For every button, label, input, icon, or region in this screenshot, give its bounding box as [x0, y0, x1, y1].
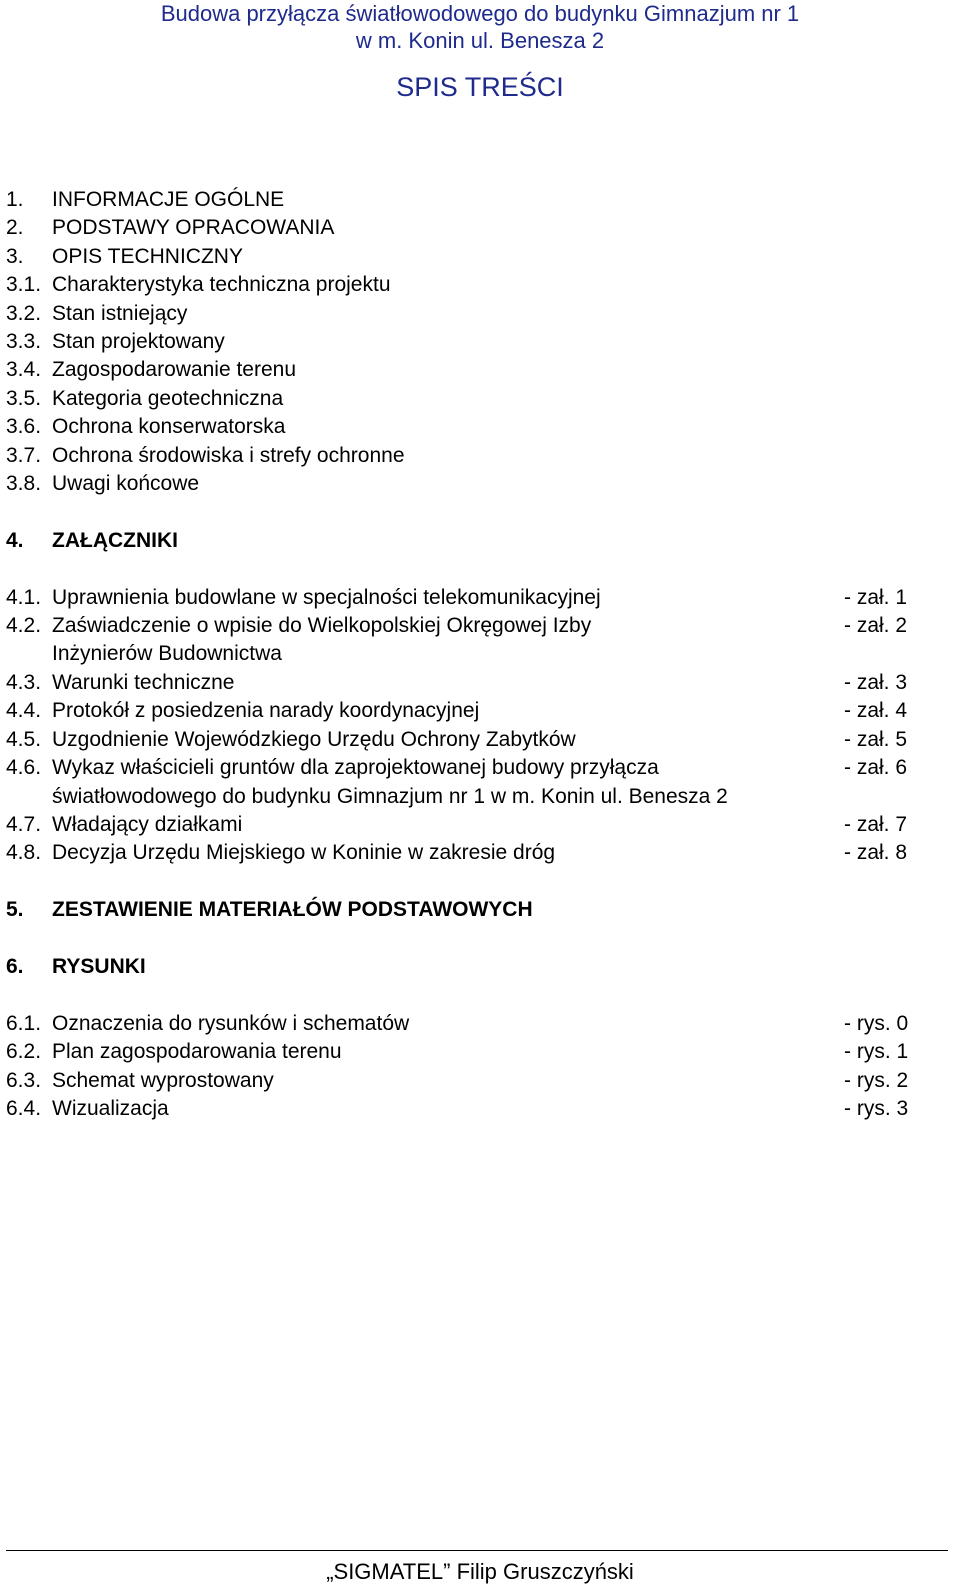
toc-number: 3.3. [6, 330, 42, 354]
toc-text: Uwagi końcowe [52, 472, 200, 496]
page-title: SPIS TREŚCI [396, 72, 564, 102]
toc-section-6 [6, 953, 956, 981]
toc-text: Protokół z posiedzenia narady koordynacyjnej [52, 699, 480, 723]
toc-text-line-1: Zaświadczenie o wpisie do Wielkopolskiej Okręgowej Izby [52, 614, 592, 638]
toc-number: 6.1. [6, 1011, 42, 1035]
toc-text: INFORMACJE OGÓLNE [52, 188, 285, 211]
toc-item-4-1 [6, 584, 956, 612]
table-of-contents [6, 186, 956, 1123]
toc-section-5 [6, 896, 956, 924]
toc-reference: - rys. 0 [844, 1011, 909, 1035]
toc-number: 4. [6, 528, 24, 552]
toc-text: Uzgodnienie Wojewódzkiego Urzędu Ochrony Zabytków [52, 727, 576, 751]
toc-item-6-4 [6, 1095, 956, 1123]
toc-text: Schemat wyprostowany [52, 1068, 274, 1092]
toc-item-3-2 [6, 300, 956, 328]
toc-item-3-1 [6, 271, 956, 299]
toc-item-2 [6, 214, 956, 242]
toc-text: Zagospodarowanie terenu [52, 358, 297, 382]
toc-text: Władający działkami [52, 812, 243, 836]
toc-reference: - rys. 2 [844, 1068, 909, 1092]
toc-reference: - zał. 3 [844, 670, 908, 694]
toc-item-3-3 [6, 328, 956, 356]
toc-text-line-2: światłowodowego do budynku Gimnazjum nr 1 w m. Konin ul. Benesza 2 [52, 784, 728, 808]
toc-number: 4.8. [6, 841, 42, 865]
toc-text: Warunki techniczne [52, 670, 235, 694]
toc-number: 2. [6, 216, 24, 240]
toc-number: 3.2. [6, 301, 42, 325]
toc-text: Uprawnienia budowlane w specjalności telekomunikacyjnej [52, 585, 601, 609]
toc-number: 4.7. [6, 812, 42, 836]
toc-number: 3.7. [6, 443, 42, 467]
toc-text: Decyzja Urzędu Miejskiego w Koninie w zakresie dróg [52, 841, 556, 865]
toc-number: 4.6. [6, 756, 42, 780]
toc-text: Charakterystyka techniczna projektu [52, 273, 391, 297]
toc-text-line-1: Wykaz właścicieli gruntów dla zaprojektowanej budowy przyłącza [52, 756, 659, 780]
toc-text-line-2: Inżynierów Budownictwa [52, 642, 282, 666]
footer-divider [6, 1550, 948, 1551]
toc-text: Kategoria geotechniczna [52, 386, 284, 410]
toc-number: 3.5. [6, 386, 42, 410]
toc-item-4-3 [6, 669, 956, 697]
header-line-1: Budowa przyłącza światłowodowego do budynku Gimnazjum nr 1 [160, 1, 800, 26]
toc-item-4-6 [6, 754, 956, 811]
toc-text: ZESTAWIENIE MATERIAŁÓW PODSTAWOWYCH [52, 898, 533, 922]
toc-number: 3.1. [6, 273, 42, 297]
toc-reference: - rys. 3 [844, 1096, 909, 1120]
toc-number: 6.4. [6, 1096, 42, 1120]
toc-number: 4.4. [6, 699, 42, 723]
toc-number: 4.5. [6, 727, 42, 751]
toc-text: Stan projektowany [52, 330, 225, 354]
toc-reference: - zał. 2 [844, 614, 908, 638]
toc-number: 3. [6, 244, 24, 268]
toc-item-4-4 [6, 697, 956, 725]
toc-text: Ochrona konserwatorska [52, 415, 286, 439]
toc-item-4-8 [6, 839, 956, 867]
toc-item-6-2 [6, 1038, 956, 1066]
toc-item-3-4 [6, 356, 956, 384]
toc-item-6-3 [6, 1067, 956, 1095]
toc-reference: - zał. 7 [844, 812, 908, 836]
toc-number: 5. [6, 898, 24, 922]
toc-number: 3.6. [6, 415, 42, 439]
toc-item-3-8 [6, 470, 956, 498]
toc-text [52, 754, 828, 811]
toc-item-6-1 [6, 1010, 956, 1038]
document-header [0, 0, 960, 54]
toc-reference: - zał. 6 [844, 756, 908, 780]
toc-text: ZAŁĄCZNIKI [52, 528, 178, 552]
toc-text [52, 612, 828, 669]
toc-reference: - zał. 4 [844, 699, 908, 723]
toc-number: 4.2. [6, 614, 42, 638]
toc-text: Plan zagospodarowania terenu [52, 1040, 342, 1064]
toc-item-3-7 [6, 442, 956, 470]
toc-number: 3.4. [6, 358, 42, 382]
toc-section-4 [6, 527, 956, 555]
toc-text: Ochrona środowiska i strefy ochronne [52, 443, 405, 467]
toc-number: 6.2. [6, 1040, 42, 1064]
toc-number: 3.8. [6, 472, 42, 496]
toc-item-4-5 [6, 726, 956, 754]
toc-number: 1. [6, 188, 24, 211]
toc-reference: - zał. 1 [844, 585, 908, 609]
toc-item-1 [6, 186, 956, 214]
toc-reference: - zał. 5 [844, 727, 908, 751]
toc-number: 4.3. [6, 670, 42, 694]
toc-text: RYSUNKI [52, 954, 146, 978]
toc-item-4-7 [6, 811, 956, 839]
toc-item-3-6 [6, 413, 956, 441]
toc-item-4-2 [6, 612, 956, 669]
toc-number: 4.1. [6, 585, 42, 609]
toc-reference: - rys. 1 [844, 1040, 909, 1064]
toc-text: Wizualizacja [52, 1096, 169, 1120]
document-footer: „SIGMATEL” Filip Gruszczyński [326, 1559, 634, 1584]
toc-number: 6.3. [6, 1068, 42, 1092]
toc-text: OPIS TECHNICZNY [52, 244, 243, 268]
toc-item-3-5 [6, 385, 956, 413]
header-line-2: w m. Konin ul. Benesza 2 [355, 28, 605, 53]
toc-text: Oznaczenia do rysunków i schematów [52, 1011, 410, 1035]
toc-item-3 [6, 243, 956, 271]
toc-number: 6. [6, 954, 24, 978]
toc-text: Stan istniejący [52, 301, 188, 325]
toc-text: PODSTAWY OPRACOWANIA [52, 216, 335, 240]
toc-reference: - zał. 8 [844, 841, 908, 865]
